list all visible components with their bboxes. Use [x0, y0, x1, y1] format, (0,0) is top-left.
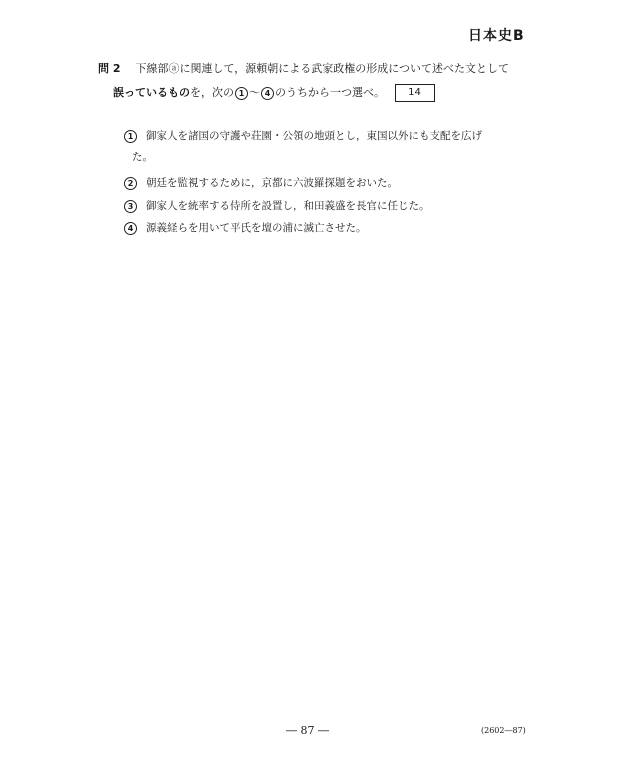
page-number: ― 87 ―: [286, 724, 329, 737]
choice-text: 御家人を統率する侍所を設置し，和田義盛を長官に任じた。: [146, 200, 430, 212]
question-text-2a: を，次の: [190, 86, 234, 99]
exam-code: (2602―87): [481, 726, 526, 735]
question-line-1: [98, 62, 509, 76]
question-text-2b: のうちから一つ選べ。: [275, 86, 385, 99]
circled-number-icon: 1: [235, 87, 248, 100]
range-tilde: ～: [249, 86, 260, 99]
choice-item: [124, 176, 524, 192]
subject-title: 日本史B: [468, 28, 525, 44]
circled-number-icon: 3: [124, 200, 137, 213]
question-emphasis: 誤っているもの: [113, 86, 190, 99]
circled-number-icon: 2: [124, 177, 137, 190]
choice-text-continued: た。: [132, 151, 153, 163]
circled-number-icon: 1: [124, 130, 137, 143]
choice-text: 朝廷を監視するために，京都に六波羅探題をおいた。: [146, 177, 398, 189]
choice-item: [124, 221, 524, 237]
question-line-2: [113, 84, 435, 102]
question-text-1: 下線部ⓐに関連して，源頼朝による武家政権の形成について述べた文として: [135, 62, 510, 75]
question-number: 問 2: [98, 62, 121, 75]
choice-text: 源義経らを用いて平氏を壇の浦に滅亡させた。: [146, 222, 367, 234]
answer-box: 14: [395, 84, 435, 102]
choice-item: [124, 199, 524, 215]
choice-item: [124, 129, 524, 163]
choice-text: 御家人を諸国の守護や荘園・公領の地頭とし，東国以外にも支配を広げ: [146, 130, 482, 142]
circled-number-icon: 4: [261, 87, 274, 100]
circled-number-icon: 4: [124, 222, 137, 235]
